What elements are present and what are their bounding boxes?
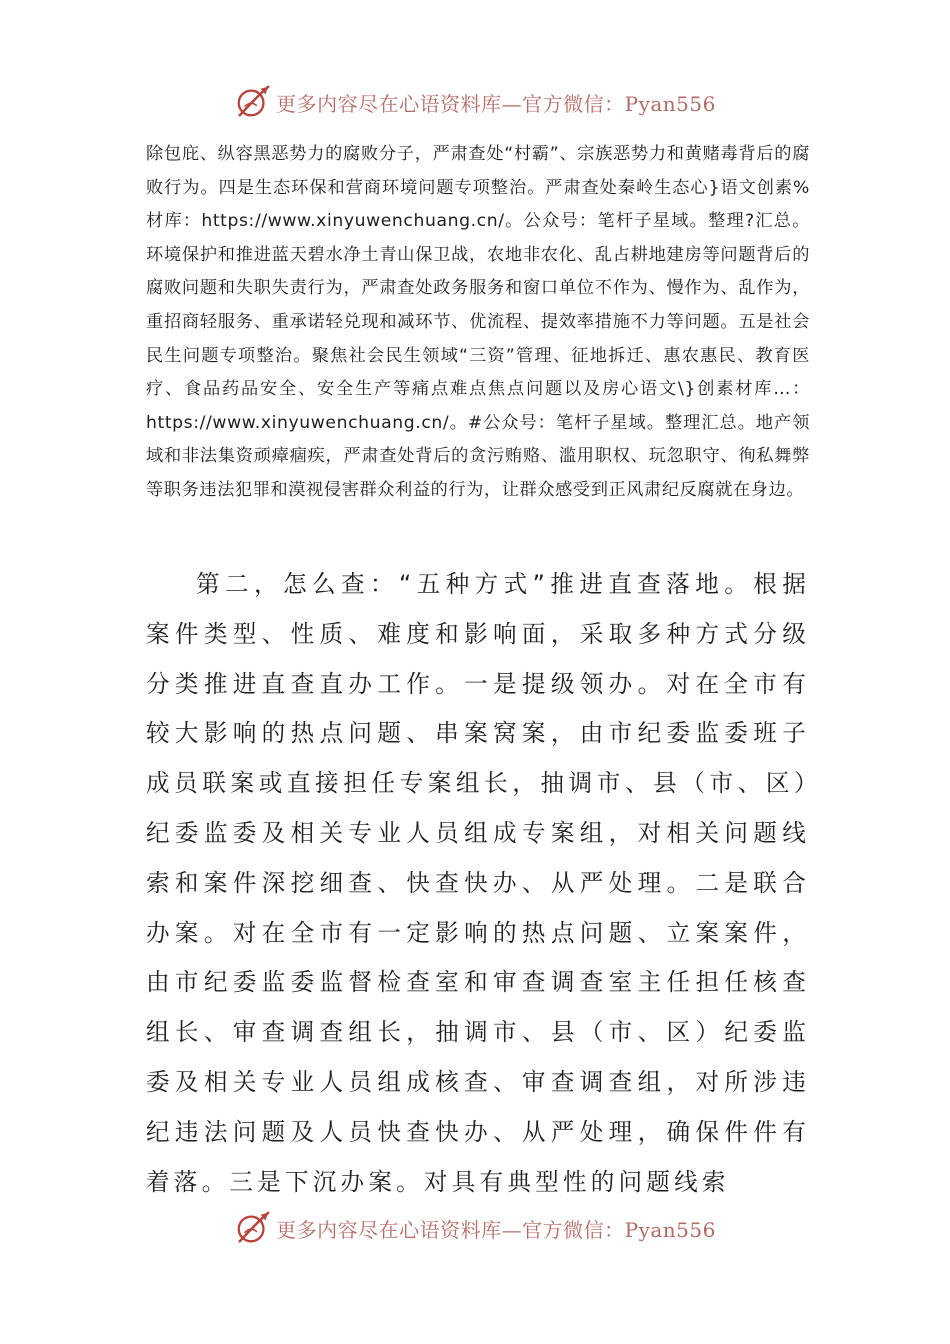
pen-nib-logo-icon bbox=[234, 83, 272, 121]
pen-nib-logo-icon bbox=[234, 1209, 272, 1247]
header-banner bbox=[0, 82, 950, 122]
header-banner-text: 更多内容尽在心语资料库—官方微信：Pyan556 bbox=[276, 91, 716, 116]
footer-banner bbox=[0, 1208, 950, 1248]
footer-banner-text: 更多内容尽在心语资料库—官方微信：Pyan556 bbox=[276, 1217, 716, 1242]
body-paragraph-small: 除包庇、纵容黑恶势力的腐败分子，严肃查处“村霸”、宗族恶势力和黄赌毒背后的腐败行为。四是生态环保和营商环境问题专项整治。严肃查处秦岭生态心}语文创素%材库：https://www.xinyuwenchuang.cn/。公众号：笔杆子星域。整理?汇总。环境保护和推进蓝天碧水净土青山保卫战，农地非农化、乱占耕地建房等问题背后的腐败问题和失职失责行为，严肃查处政务服务和窗口单位不作为、慢作为、乱作为，重招商轻服务、重承诺轻兑现和减环节、优流程、提效率措施不力等问题。五是社会民生问题专项整治。聚焦社会民生领域“三资”管理、征地拆迁、惠农惠民、教育医疗、食品药品安全、安全生产等痛点难点焦点问题以及房心语文\}创素材库…：https://www.xinyuwenchuang.cn/。#公众号：笔杆子星域。整理汇总。地产领域和非法集资顽瘴痼疾，严肃查处背后的贪污贿赂、滥用职权、玩忽职守、徇私舞弊等职务违法犯罪和漠视侵害群众利益的行为，让群众感受到正风肃纪反腐就在身边。 bbox=[146, 144, 810, 500]
body-paragraph-large: 第二，怎么查：“五种方式”推进直查落地。根据案件类型、性质、难度和影响面，采取多种方式分级分类推进直查直办工作。一是提级领办。对在全市有较大影响的热点问题、串案窝案，由市纪委监委班子成员联案或直接担任专案组长，抽调市、县（市、区）纪委监委及相关专业人员组成专案组，对相关问题线索和案件深挖细查、快查快办、从严处理。二是联合办案。对在全市有一定影响的热点问题、立案案件，由市纪委监委监督检查室和审查调查室主任担任核查组长、审查调查组长，抽调市、县（市、区）纪委监委及相关专业人员组成核查、审查调查组，对所涉违纪违法问题及人员快查快办、从严处理，确保件件有着落。三是下沉办案。对具有典型性的问题线索 bbox=[146, 570, 810, 1196]
footer-banner-inner bbox=[234, 1209, 716, 1247]
header-banner-inner bbox=[234, 83, 716, 121]
